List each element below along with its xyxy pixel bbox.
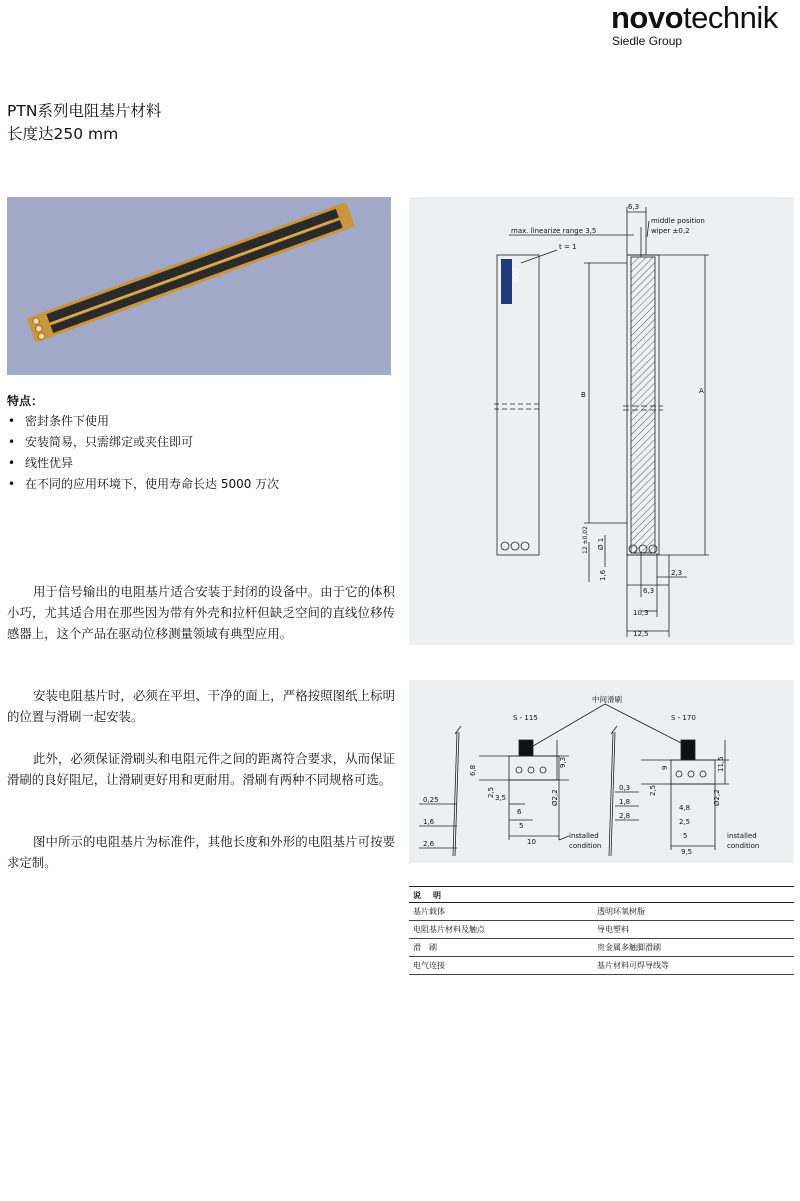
dim-6-3-top: 6,3 bbox=[628, 203, 640, 211]
spec-table-heading: 说 明 bbox=[409, 886, 794, 903]
dim-right-4-8: 4,8 bbox=[679, 804, 691, 812]
product-photo bbox=[7, 197, 391, 375]
middle-wiper-title: 中间滑刷 bbox=[592, 695, 622, 704]
wiper-drawing bbox=[409, 680, 794, 863]
dim-diameter: Ø 1 bbox=[597, 537, 605, 550]
product-illustration bbox=[7, 197, 391, 375]
dim-tolerance: 12 ±0,02 bbox=[582, 526, 589, 554]
wiper-s170-label: S - 170 bbox=[671, 714, 696, 722]
dim-left-1-6: 1,6 bbox=[423, 818, 435, 826]
dim-right-2-5b: 2,5 bbox=[679, 818, 691, 826]
dim-middle-position: middle position bbox=[651, 217, 705, 225]
dim-left-6: 6 bbox=[517, 808, 522, 816]
feature-item: • 在不同的应用环境下，使用寿命长达 5000 万次 bbox=[7, 474, 397, 495]
logo-bold: novo bbox=[611, 0, 684, 35]
logo-wordmark bbox=[611, 2, 791, 34]
dim-right-0-3: 0,3 bbox=[619, 784, 631, 792]
dim-1-6: 1,6 bbox=[599, 569, 607, 581]
dim-6-3: 6,3 bbox=[643, 587, 655, 595]
dim-12-5: 12,5 bbox=[633, 630, 649, 638]
page-title bbox=[7, 100, 161, 146]
dim-right-1-8: 1,8 bbox=[619, 798, 631, 806]
technical-drawing-top bbox=[409, 197, 794, 645]
dim-right-11-5: 11,5 bbox=[717, 756, 725, 772]
dim-max-linearize: max. linearize range 3,5 bbox=[511, 227, 597, 235]
dim-left-2-5: 2,5 bbox=[487, 786, 495, 798]
features-heading: 特点： bbox=[7, 394, 44, 408]
dim-left-6-8: 6,8 bbox=[469, 764, 477, 776]
spec-value: 贵金属多触脚滑刷 bbox=[597, 943, 661, 952]
dim-B: B bbox=[581, 391, 586, 399]
left-installed-label: installed bbox=[569, 832, 599, 840]
table-row bbox=[409, 903, 794, 921]
dim-right-2-8: 2,8 bbox=[619, 812, 631, 820]
technical-drawing-wipers bbox=[409, 680, 794, 863]
dim-thickness: t = 1 bbox=[559, 243, 577, 251]
spec-value: 透明环氧树脂 bbox=[597, 907, 645, 916]
wiper-s115-label: S - 115 bbox=[513, 714, 538, 722]
dim-left-10: 10 bbox=[527, 838, 536, 846]
dim-A: A bbox=[699, 387, 704, 395]
spec-key: 滑 刷 bbox=[413, 943, 437, 952]
substrate-drawing bbox=[409, 197, 794, 645]
dim-right-9-5: 9,5 bbox=[681, 848, 693, 856]
dim-right-dia: Ø2,2 bbox=[713, 789, 721, 806]
dim-wiper: wiper ±0,2 bbox=[651, 227, 690, 235]
spec-value: 基片材料可焊导线等 bbox=[597, 961, 669, 970]
part-label: 200 bbox=[511, 267, 520, 283]
dim-2-3: 2,3 bbox=[671, 569, 683, 577]
right-installed-label: installed bbox=[727, 832, 757, 840]
body-paragraph: 图中所示的电阻基片为标准件，其他长度和外形的电阻基片可按要求定制。 bbox=[7, 834, 395, 871]
feature-item: • 线性优异 bbox=[7, 453, 397, 474]
brand-logo bbox=[611, 2, 791, 54]
table-row bbox=[409, 957, 794, 975]
dim-left-0-25: 0,25 bbox=[423, 796, 439, 804]
table-row bbox=[409, 939, 794, 957]
right-condition-label: condition bbox=[727, 842, 760, 850]
dim-right-2-5: 2,5 bbox=[649, 784, 657, 796]
dim-left-dia: Ø2,2 bbox=[551, 789, 559, 806]
dim-right-5: 5 bbox=[683, 832, 688, 840]
spec-value: 导电塑料 bbox=[597, 925, 629, 934]
body-paragraph: 用于信号输出的电阻基片适合安装于封闭的设备中。由于它的体积小巧，尤其适合用在那些因为带有外壳和拉杆但缺乏空间的直线位移传感器上，这个产品在驱动位移测量领域有典型应用。 bbox=[7, 584, 395, 642]
dim-right-9: 9 bbox=[661, 765, 669, 770]
dim-left-9-3: 9,3 bbox=[559, 756, 567, 768]
dim-left-2-6: 2,6 bbox=[423, 840, 435, 848]
title-line-1: PTN系列电阻基片材料 bbox=[7, 102, 162, 120]
title-line-2: 长度达250 mm bbox=[7, 125, 119, 143]
logo-light: technik bbox=[683, 0, 778, 35]
feature-item: • 密封条件下使用 bbox=[7, 411, 397, 432]
spec-key: 电阻基片材料及触点 bbox=[413, 925, 485, 934]
spec-key: 电气连接 bbox=[413, 961, 445, 970]
logo-group: Siedle Group bbox=[612, 34, 683, 48]
feature-item: • 安装简易，只需绑定或夹住即可 bbox=[7, 432, 397, 453]
features-list bbox=[7, 411, 397, 495]
spec-table bbox=[409, 886, 794, 975]
left-condition-label: condition bbox=[569, 842, 602, 850]
features-section bbox=[7, 391, 397, 495]
dim-left-5: 5 bbox=[519, 822, 524, 830]
dim-left-3-5: 3,5 bbox=[495, 794, 507, 802]
body-paragraph: 此外，必须保证滑刷头和电阻元件之间的距离符合要求，从而保证滑刷的良好阻尼，让滑刷更好用和更耐用。滑刷有两种不同规格可选。 bbox=[7, 751, 395, 788]
dim-10-3: 10,3 bbox=[633, 609, 649, 617]
table-row bbox=[409, 921, 794, 939]
spec-key: 基片载体 bbox=[413, 907, 445, 916]
body-paragraph: 安装电阻基片时，必须在平坦、干净的面上，严格按照图纸上标明的位置与滑刷一起安装。 bbox=[7, 688, 395, 725]
